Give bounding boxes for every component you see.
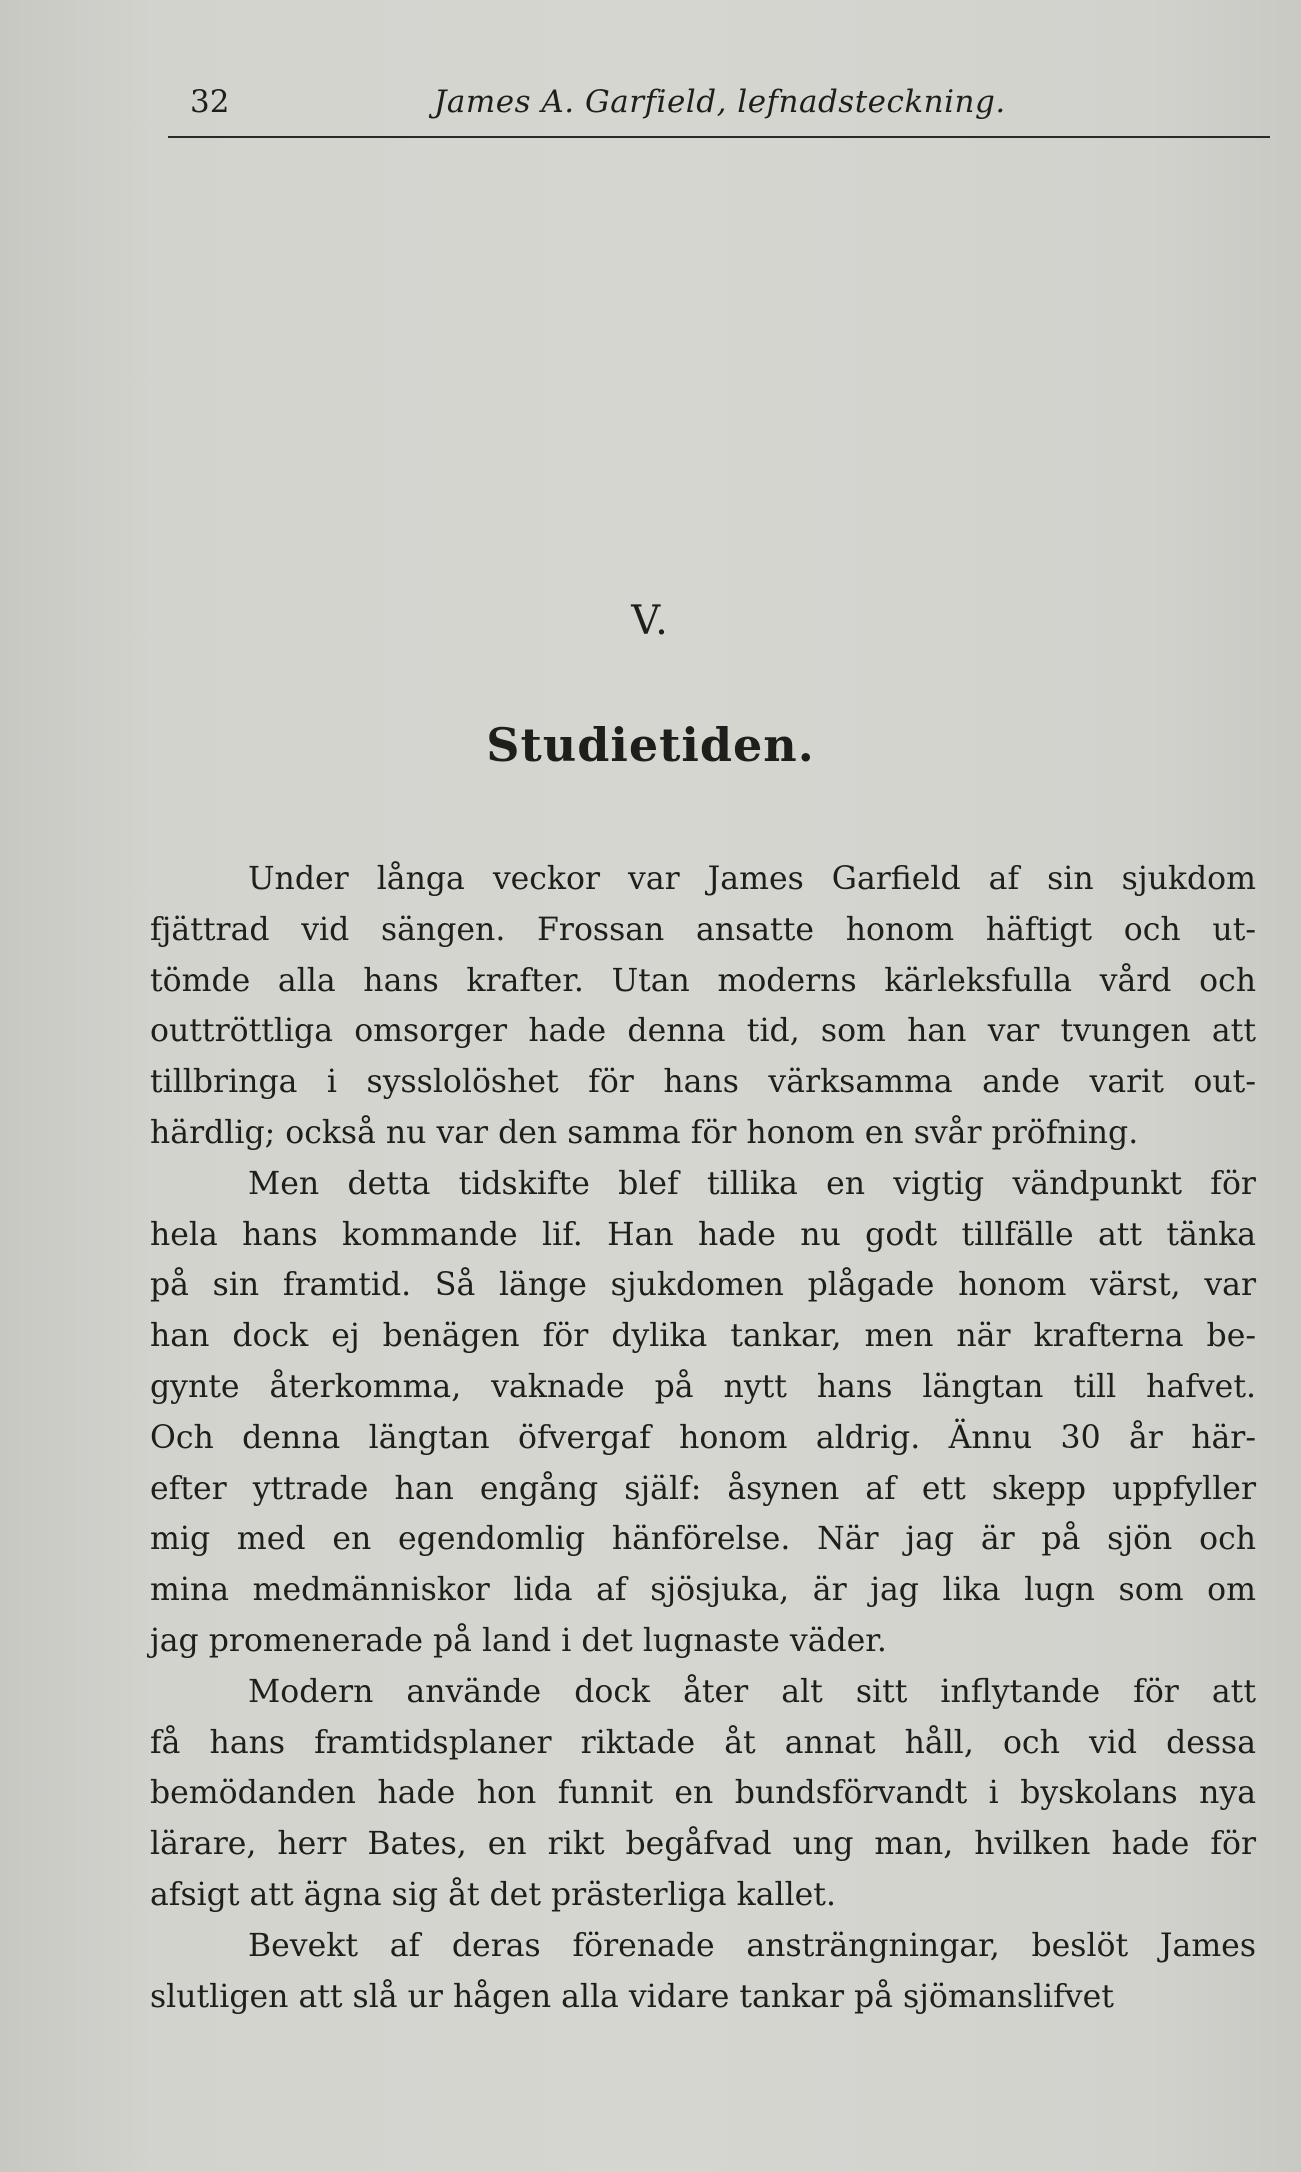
body-text [150,854,1256,2022]
text-line: slutligen att slå ur hågen alla vidare tankar på sjömanslifvet [150,1978,1114,2015]
header-rule [168,136,1270,138]
chapter-number: V. [631,598,670,644]
text-line: bemödanden hade hon funnit en bundsförvandt i byskolans nya [150,1775,1256,1812]
text-line: lärare, herr Bates, en rikt begåfvad ung man, hvilken hade för [150,1826,1256,1863]
text-line: outtröttliga omsorger hade denna tid, som han var tvungen att [150,1013,1256,1050]
text-line: Men detta tidskifte blef tillika en vigtig vändpunkt för [248,1165,1256,1202]
text-line: härdlig; också nu var den samma för honom en svår pröfning. [150,1114,1139,1151]
text-line: efter yttrade han engång själf: åsynen af ett skepp uppfyller [150,1470,1256,1507]
text-line: hela hans kommande lif. Han hade nu godt tillfälle att tänka [150,1216,1256,1253]
text-line: Bevekt af deras förenade ansträngningar, beslöt James [248,1927,1256,1964]
page-number: 32 [190,84,230,120]
text-line: tillbringa i sysslolöshet för hans värksamma ande varit out- [150,1064,1256,1101]
text-line: han dock ej benägen för dylika tankar, men när krafterna be- [150,1318,1256,1355]
text-line: afsigt att ägna sig åt det prästerliga kallet. [150,1876,836,1913]
text-line: Under långa veckor var James Garfield af sin sjukdom [248,861,1256,897]
text-line: jag promenerade på land i det lugnaste väder. [150,1622,887,1659]
text-line: mig med en egendomlig hänförelse. När jag är på sjön och [150,1521,1256,1558]
text-line: på sin framtid. Så länge sjukdomen plågade honom värst, var [150,1267,1256,1304]
chapter-title: Studietiden. [486,718,815,772]
text-line: Modern använde dock åter alt sitt inflytande för att [248,1673,1256,1710]
text-line: fjättrad vid sängen. Frossan ansatte honom häftigt och ut- [150,911,1256,948]
running-title: James A. Garfield, lefnadsteckning. [434,84,1006,120]
text-line: tömde alla hans krafter. Utan moderns kärleksfulla vård och [150,962,1256,999]
text-line: gynte återkomma, vaknade på nytt hans längtan till hafvet. [150,1368,1256,1405]
text-line: Och denna längtan öfvergaf honom aldrig. Ännu 30 år här- [150,1419,1256,1456]
text-line: mina medmänniskor lida af sjösjuka, är jag lika lugn som om [150,1572,1256,1609]
text-line: få hans framtidsplaner riktade åt annat håll, och vid dessa [150,1724,1256,1761]
page-header [150,84,1270,132]
